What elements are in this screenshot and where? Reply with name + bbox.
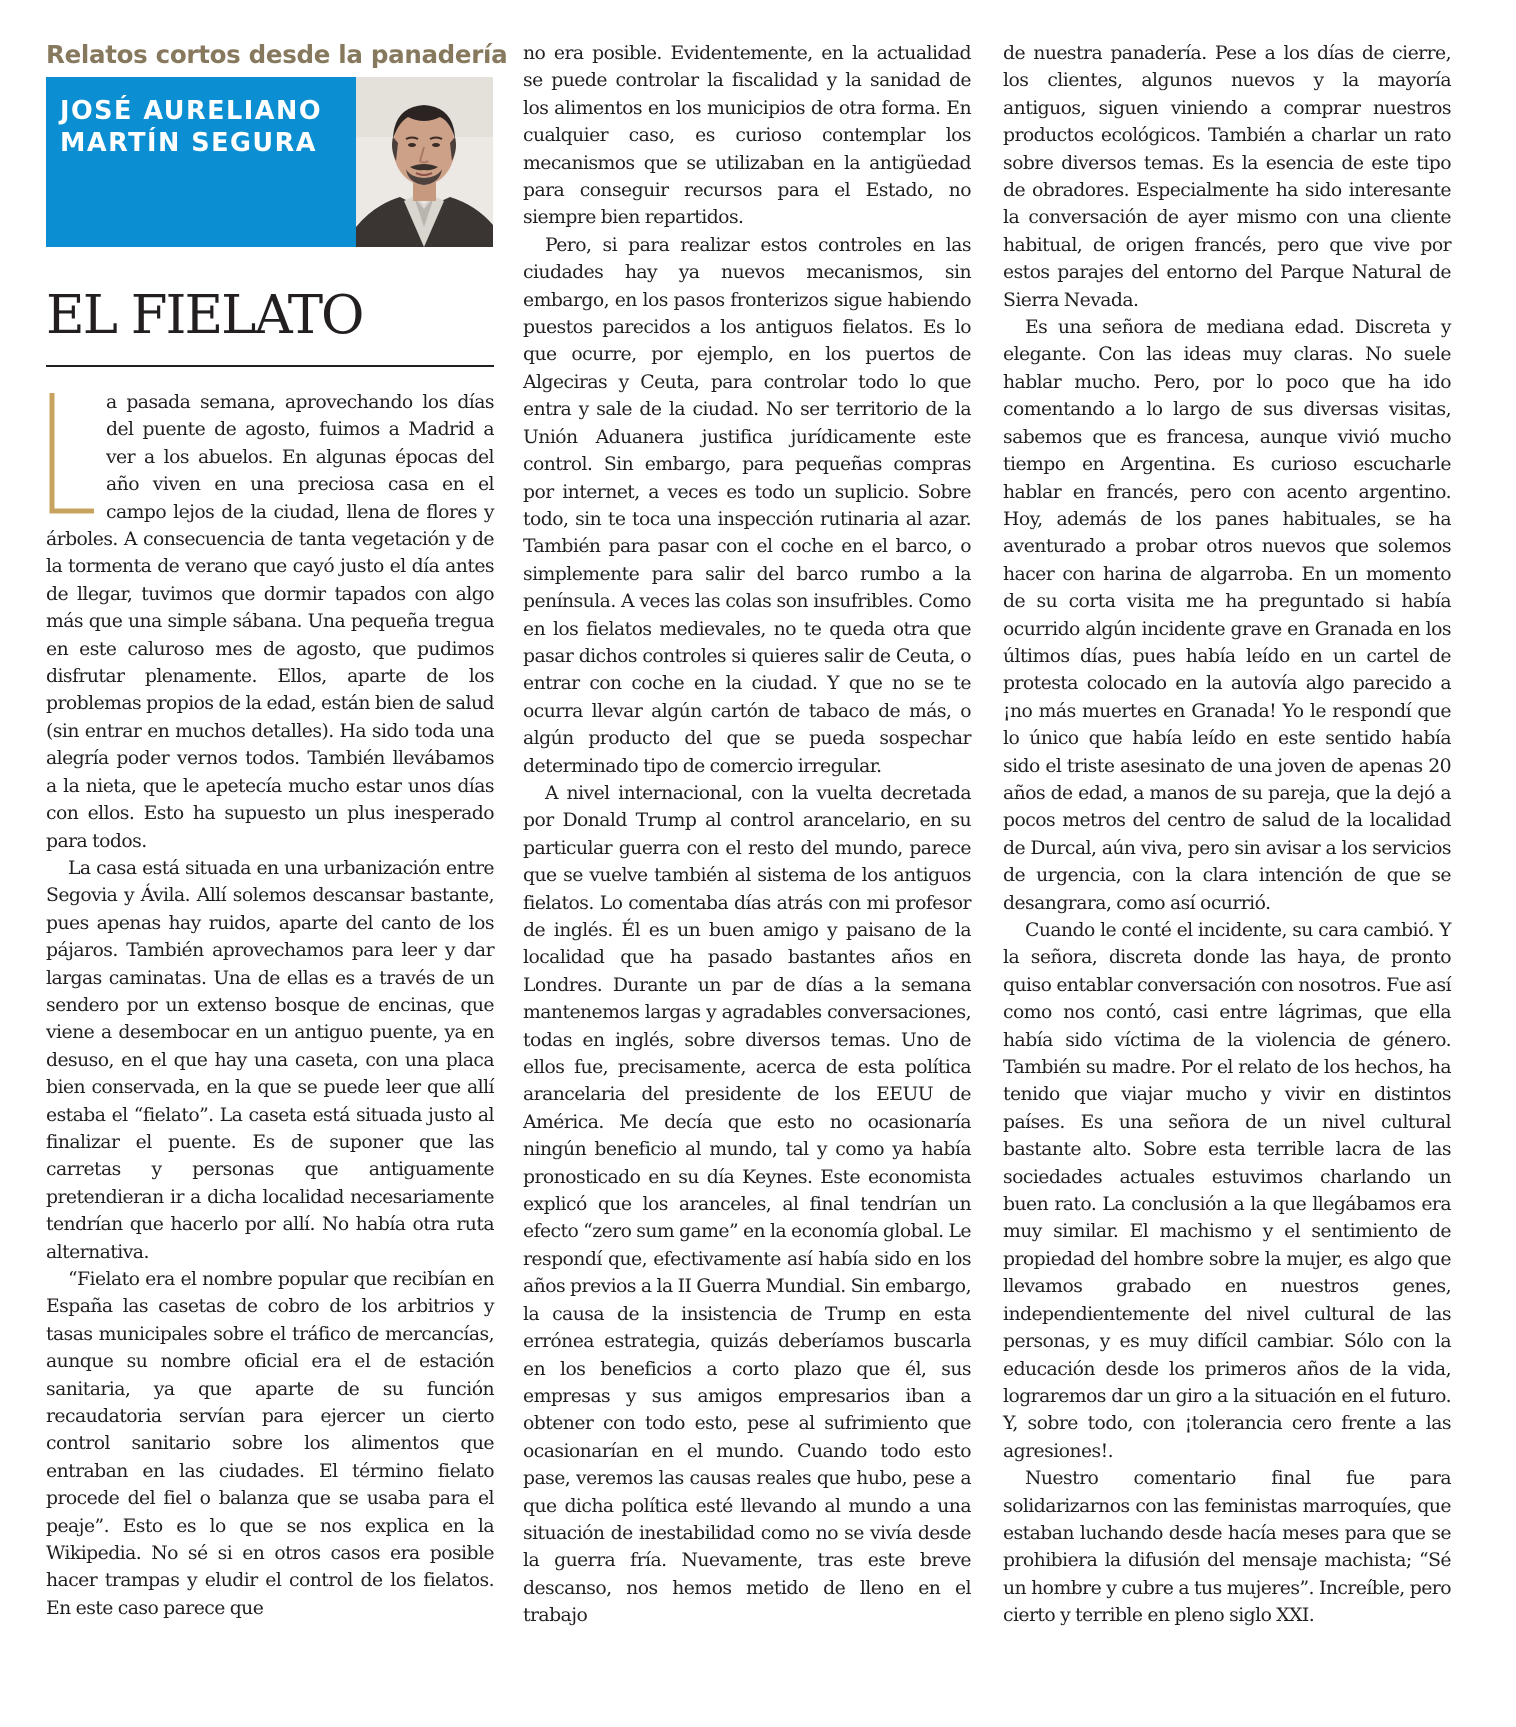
paragraph: “Fielato era el nombre popular que recibían en España las casetas de cobro de los arbitrios y tasas municipales sobre el tráfico de mercancías, aunque su nombre oficial era el de estación sanitaria, ya que aparte de su función recaudatoria servían para ejercer un cierto control sanitario sobre los alimentos que entraban en las ciudades. El término fielato procede del fiel o balanza que se usaba para el peaje”. Esto es lo que se nos explica en la Wikipedia. No sé si en otros casos era posible hacer trampas y eludir el control de los fielatos. En este caso parece que [46,1269,494,1619]
column-1 [46,40,508,1622]
column-3 [1003,40,1451,1630]
paragraph: A nivel internacional, con la vuelta decretada por Donald Trump al control arancelario, en su particular guerra con el resto del mundo, parece que se vuelve también al sistema de los antiguos fielatos. Lo comentaba días atrás con mi profesor de inglés. Él es un buen amigo y paisano de la localidad que ha pasado bastantes años en Londres. Durante un par de días a la semana mantenemos largas y agradables conversaciones, todas en inglés, sobre diversos temas. Uno de ellos fue, precisamente, acerca de esta política arancelaria del presidente de los EEUU de América. Me decía que esto no ocasionaría ningún beneficio al mundo, tal y como ya había pronosticado en su día Keynes. Este economista explicó que los aranceles, al final tendrían un efecto “zero sum game” en la economía global. Le respondí que, efectivamente así había sido en los años previos a la II Guerra Mundial. Sin embargo, la causa de la insistencia de Trump en esta errónea estrategia, quizás deberíamos buscarla en los beneficios a corto plazo que él, sus empresas y sus amigos empresarios iban a obtener con todo esto, pese al sufrimiento que ocasionarían en el mundo. Cuando todo esto pase, veremos las causas reales que hubo, pese a que dicha política esté llevando al mundo a una situación de inestabilidad como no se vivía desde la guerra fría. Nuevamente, tras este breve descanso, nos hemos metido de lleno en el trabajo [523,782,971,1627]
paragraph: Es una señora de mediana edad. Discreta y elegante. Con las ideas muy claras. No suele hablar mucho. Pero, por lo poco que ha ido comentando a lo largo de sus diversas visitas, sabemos que es francesa, aunque vivió mucho tiempo en Argentina. Es curioso escucharle hablar en francés, pero con acento argentino. Hoy, además de los panes habituales, se ha aventurado a probar otros nuevos que solemos hacer con harina de algarroba. En un momento de su corta visita me ha preguntado si había ocurrido algún incidente grave en Granada en los últimos días, pues había leído en un cartel de protesta colocado en la autovía algo parecido a ¡no más muertes en Granada! Yo le respondí que lo único que había leído en este sentido había sido el triste asesinato de una joven de apenas 20 años de edad, a manos de su pareja, que la dejó a pocos metros del centro de salud de la localidad de Durcal, aún viva, pero sin avisar a los servicios de urgencia, con la clara intención de que se desangrara, como así ocurrió. [1003,317,1451,914]
paragraph: Pero, si para realizar estos controles en las ciudades hay ya nuevos mecanismos, sin embargo, en los pasos fronterizos sigue habiendo puestos parecidos a los antiguos fielatos. Es lo que ocurre, por ejemplo, en los puertos de Algeciras y Ceuta, para controlar todo lo que entra y sale de la ciudad. No ser territorio de la Unión Aduanera justifica jurídicamente este control. Sin embargo, para pequeñas compras por internet, a veces es todo un suplicio. Sobre todo, sin te toca una inspección rutinaria al azar. También para pasar con el coche en el barco, o simplemente para salir del barco rumbo a la península. A veces las colas son insufribles. Como en los fielatos medievales, no te queda otra que pasar dichos controles si quieres salir de Ceuta, o entrar con coche en la ciudad. Y que no se te ocurra llevar algún cartón de tabaco de más, o algún producto del que se pueda sospechar determinado tipo de comercio irregular. [523,234,971,777]
author-name-line-2: MARTÍN SEGURA [60,128,317,158]
section-label: Relatos cortos desde la panadería [46,40,508,69]
paragraph: de nuestra panadería. Pese a los días de cierre, los clientes, algunos nuevos y la mayoría antiguos, siguen viniendo a comprar nuestros productos ecológicos. También a charlar un rato sobre diversos temas. Es la esencia de este tipo de obradores. Especialmente ha sido interesante la conversación de ayer mismo con una cliente habitual, de origen francés, pero que vive por estos parajes del entorno del Parque Natural de Sierra Nevada. [1003,43,1451,311]
author-name [60,95,322,159]
paragraph: La casa está situada en una urbanización entre Segovia y Ávila. Allí solemos descansar bastante, pues apenas hay ruidos, aparte del canto de los pájaros. También aprovechamos para leer y dar largas caminatas. Una de ellas es a través de un sendero por un extenso bosque de encinas, que viene a desembocar en un antiguo puente, ya en desuso, en el que hay una caseta, con una placa bien conservada, en la que se puede leer que allí estaba el “fielato”. La caseta está situada justo al finalizar el puente. Es de suponer que las carretas y personas que antiguamente pretendieran ir a dicha localidad necesariamente tendrían que hacerlo por allí. No había otra ruta alternativa. [46,857,494,1263]
author-box [46,77,493,247]
paragraph: Nuestro comentario final fue para solidarizarnos con las feministas marroquíes, que estaban luchando desde hacía meses para que se prohibiera la difusión del mensaje machista; “Sé un hombre y cubre a tus mujeres”. Increíble, pero cierto y terrible en pleno siglo XXI. [1003,1468,1451,1627]
dropcap-letter [46,393,94,515]
article-body-col-1 [46,389,494,1622]
paragraph: Cuando le conté el incidente, su cara cambió. Y la señora, discreta donde las haya, de pronto quiso entablar conversación con nosotros. Fue así como nos contó, casi entre lágrimas, que ella había sido víctima de la violencia de género. También su madre. Por el relato de los hechos, ha tenido que viajar mucho y vivir en distintos países. Es una señora de un nivel cultural bastante alto. Sobre esta terrible lacra de las sociedades actuales estuvimos charlando un buen rato. La conclusión a la que llegábamos era muy similar. El machismo y el sentimiento de propiedad del hombre sobre la mujer, es algo que llevamos grabado en nuestros genes, independientemente del nivel cultural de las personas, y es muy difícil cambiar. Sólo con la educación desde los primeros años de la vida, lograremos dar un giro a la situación en el futuro. Y, sobre todo, con ¡tolerancia cero frente a las agresiones!. [1003,920,1451,1462]
author-portrait-image [356,77,493,247]
author-photo [356,77,493,247]
paragraph: a pasada semana, aprovechando los días del puente de agosto, fuimos a Madrid a ver a los abuelos. En algunas épocas del año viven en una preciosa casa en el campo lejos de la ciudad, llena de flores y árboles. A consecuencia de tanta vegetación y de la tormenta de verano que cayó justo el día antes de llegar, tuvimos que dormir tapados con algo más que una simple sábana. Una pequeña tregua en este caluroso mes de agosto, que pudimos disfrutar plenamente. Ellos, aparte de los problemas propios de la edad, están bien de salud (sin entrar en muchos detalles). Ha sido toda una alegría poder vernos todos. También llevábamos a la nieta, que le apetecía mucho estar unos días con ellos. Esto ha supuesto un plus inesperado para todos. [46,392,494,852]
author-banner [46,77,356,247]
author-name-line-1: JOSÉ AURELIANO [60,96,323,126]
paragraph: no era posible. Evidentemente, en la actualidad se puede controlar la fiscalidad y la sanidad de los alimentos en los municipios de otra forma. En cualquier caso, es curioso contemplar los mecanismos que se utilizaban en la antigüedad para conseguir recursos para el Estado, no siempre bien repartidos. [523,43,971,229]
column-2 [523,40,971,1630]
article-title: EL FIELATO [46,285,363,346]
title-divider [46,365,494,367]
